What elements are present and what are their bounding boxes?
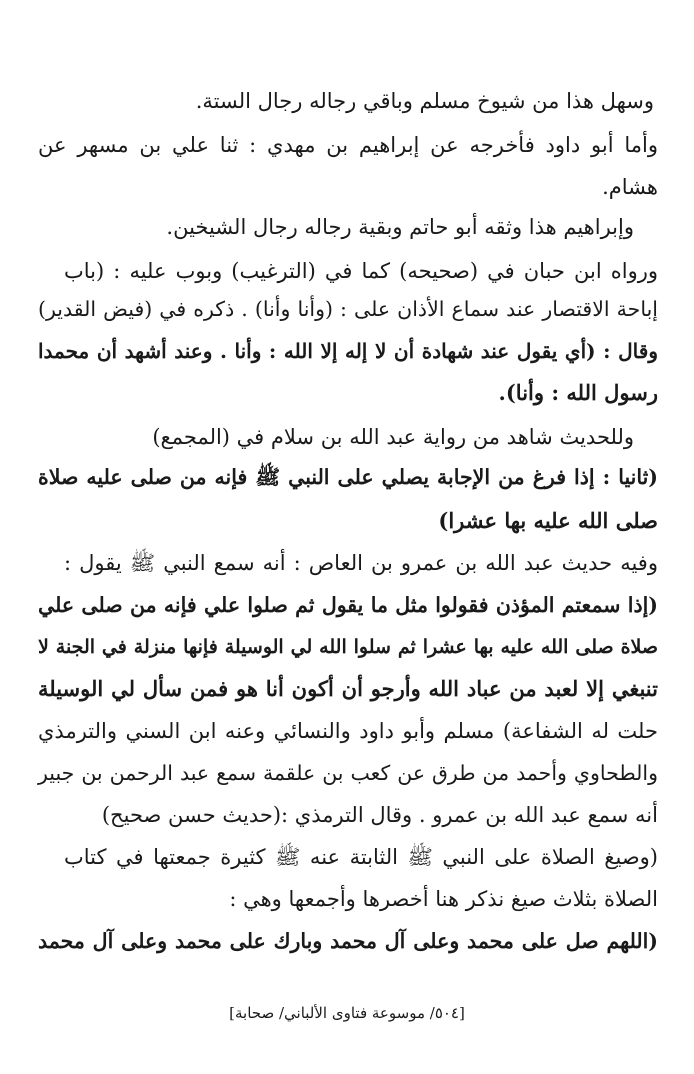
text-line-4: وإبراهيم هذا وثقه أبو حاتم وبقية رجاله رجال الشيخين. xyxy=(166,215,634,239)
text-line-9: وللحديث شاهد من رواية عبد الله بن سلام في (المجمع) xyxy=(152,425,634,449)
text-line-18: أنه سمع عبد الله بن عمرو . وقال الترمذي :(حديث حسن صحيح) xyxy=(101,803,658,827)
text-line-7: وقال : (أي يقول عند شهادة أن لا إله إلا الله : وأنا . وعند أشهد أن محمدا xyxy=(38,339,658,363)
text-line-16: حلت له الشفاعة) مسلم وأبو داود والنسائي وعنه ابن السني والترمذي xyxy=(38,719,658,743)
text-line-17: والطحاوي وأحمد من طرق عن كعب بن علقمة سمع عبد الرحمن بن جبير xyxy=(38,761,658,785)
text-line-5: ورواه ابن حبان في (صحيحه) كما في (الترغيب) وبوب عليه : (باب xyxy=(64,259,658,283)
text-line-8: رسول الله : وأنا). xyxy=(498,380,658,405)
text-line-19: (وصيغ الصلاة على النبي ﷺ الثابتة عنه ﷺ كثيرة جمعتها في كتاب xyxy=(64,845,658,869)
text-line-12: وفيه حديث عبد الله بن عمرو بن العاص : أنه سمع النبي ﷺ يقول : xyxy=(64,551,658,575)
text-line-3: هشام. xyxy=(602,175,658,199)
text-line-11: صلى الله عليه بها عشرا) xyxy=(438,508,658,533)
text-line-1: وسهل هذا من شيوخ مسلم وباقي رجاله رجال الستة. xyxy=(195,89,654,113)
page-footer: [٥٠٤/ موسوعة فتاوى الألباني/ صحابة] xyxy=(229,1004,465,1022)
text-line-14: صلاة صلى الله عليه بها عشرا ثم سلوا الله لي الوسيلة فإنها منزلة في الجنة لا xyxy=(38,636,658,658)
text-line-2: وأما أبو داود فأخرجه عن إبراهيم بن مهدي : ثنا علي بن مسهر عن xyxy=(38,133,658,157)
text-line-21: (اللهم صل على محمد وعلى آل محمد وبارك على محمد وعلى آل محمد xyxy=(38,929,658,953)
text-line-6: إباحة الاقتصار عند سماع الأذان على : (وأنا وأنا) . ذكره في (فيض القدير) xyxy=(38,297,658,321)
text-line-15: تنبغي إلا لعبد من عباد الله وأرجو أن أكون أنا هو فمن سأل لي الوسيلة xyxy=(38,676,658,701)
text-line-13: (إذا سمعتم المؤذن فقولوا مثل ما يقول ثم صلوا علي فإنه من صلى علي xyxy=(38,593,658,617)
text-line-20: الصلاة بثلاث صيغ نذكر هنا أخصرها وأجمعها وهي : xyxy=(229,887,658,911)
text-line-10: (ثانيا : إذا فرغ من الإجابة يصلي على النبي ﷺ فإنه من صلى عليه صلاة xyxy=(38,465,658,489)
